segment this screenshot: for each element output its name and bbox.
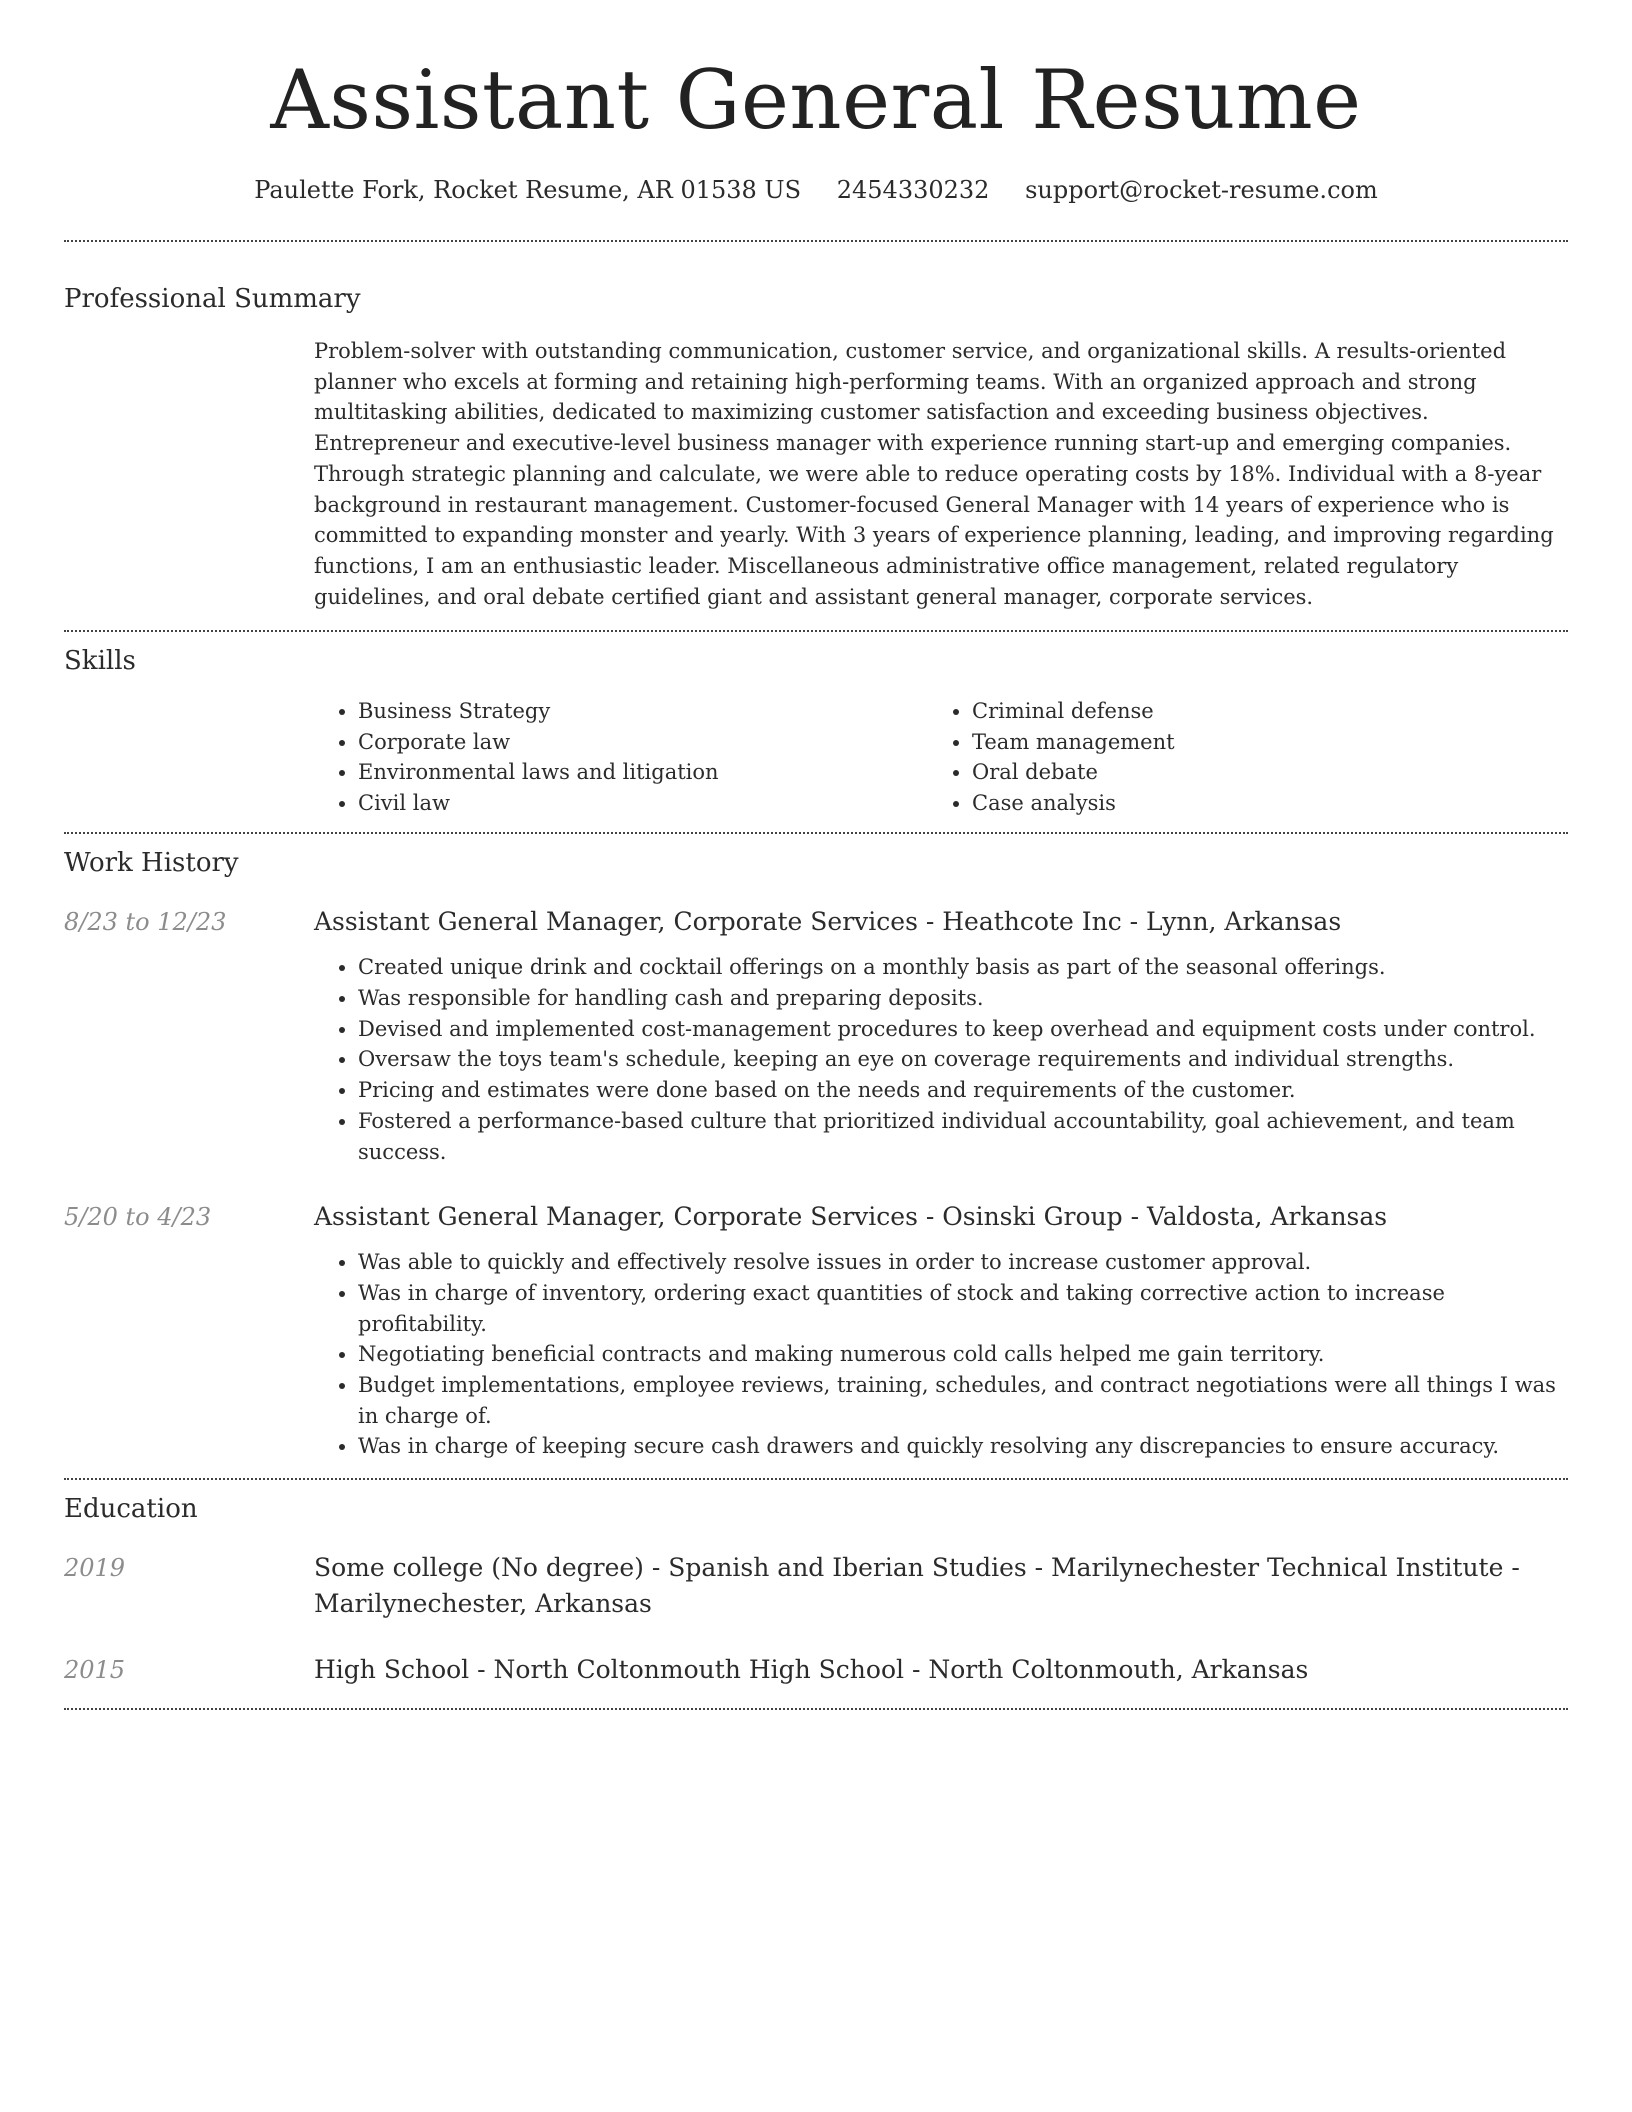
- divider: [64, 1478, 1568, 1480]
- education-entry: [64, 1550, 1568, 1622]
- skills-heading: Skills: [64, 646, 136, 677]
- job-header: [314, 904, 1568, 940]
- education-header: [314, 1652, 1568, 1688]
- skill-item: • Civil law: [358, 788, 928, 819]
- job-bullet: • Fostered a performance-based culture that prioritized individual accountability, goal achievement, and team success.: [358, 1106, 1568, 1167]
- job-bullet: • Oversaw the toys team's schedule, keeping an eye on coverage requirements and individual strengths.: [358, 1044, 1568, 1075]
- work-heading: Work History: [64, 848, 239, 879]
- job-entry: [64, 904, 1568, 1167]
- contact-line: [64, 174, 1568, 206]
- job-dates: 5/20 to 4/23: [64, 1203, 212, 1232]
- job-header: [314, 1199, 1568, 1235]
- skill-item: • Team management: [972, 727, 1542, 758]
- education-year: 2015: [64, 1656, 126, 1685]
- job-bullets: [314, 1247, 1568, 1462]
- resume-title: Assistant General Resume: [270, 54, 1362, 148]
- job-dates: 8/23 to 12/23: [64, 908, 227, 937]
- skill-item: • Environmental laws and litigation: [358, 757, 928, 788]
- education-year: 2019: [64, 1554, 126, 1583]
- education-header: [314, 1550, 1568, 1622]
- divider: [64, 832, 1568, 834]
- skill-item: • Corporate law: [358, 727, 928, 758]
- job-bullets: [314, 952, 1568, 1167]
- job-bullet: • Devised and implemented cost-management procedures to keep overhead and equipment costs under control.: [358, 1014, 1568, 1045]
- skill-item: • Case analysis: [972, 788, 1542, 819]
- job-employer: - Osinski Group - Valdosta, Arkansas: [917, 1202, 1388, 1232]
- divider: [64, 240, 1568, 242]
- job-bullet: • Was in charge of inventory, ordering exact quantities of stock and taking corrective action to increase profitability.: [358, 1278, 1568, 1339]
- job-title: Assistant General Manager, Corporate Services: [314, 1202, 918, 1232]
- contact-phone: 2454330232: [836, 176, 990, 204]
- job-bullet: • Budget implementations, employee reviews, training, schedules, and contract negotiations were all things I was in charge of.: [358, 1370, 1568, 1431]
- job-bullet: • Created unique drink and cocktail offerings on a monthly basis as part of the seasonal offerings.: [358, 952, 1568, 983]
- skills-list: [314, 696, 1568, 818]
- job-bullet: • Was able to quickly and effectively resolve issues in order to increase customer approval.: [358, 1247, 1568, 1278]
- skill-item: • Business Strategy: [358, 696, 928, 727]
- divider: [64, 630, 1568, 632]
- job-title: Assistant General Manager, Corporate Services: [314, 907, 918, 937]
- job-bullet: • Was in charge of keeping secure cash drawers and quickly resolving any discrepancies to ensure accuracy.: [358, 1431, 1568, 1462]
- skill-item: • Criminal defense: [972, 696, 1542, 727]
- job-bullet: • Pricing and estimates were done based on the needs and requirements of the customer.: [358, 1075, 1568, 1106]
- summary-heading: Professional Summary: [64, 284, 361, 314]
- education-degree: Some college (No degree): [314, 1553, 644, 1583]
- education-entry: [64, 1652, 1568, 1688]
- education-school: - North Coltonmouth High School - North Coltonmouth, Arkansas: [469, 1655, 1309, 1685]
- job-bullet: • Negotiating beneficial contracts and making numerous cold calls helped me gain territory.: [358, 1339, 1568, 1370]
- contact-email: support@rocket-resume.com: [1025, 176, 1378, 204]
- summary-text: Problem-solver with outstanding communication, customer service, and organizational skills. A results-oriented planner who excels at forming and retaining high-performing teams. With an organized approach and strong multitasking abilities, dedicated to maximizing customer satisfaction and exceeding business objectives. Entrepreneur and executive-level business manager with experience running start-up and emerging companies. Through strategic planning and calculate, we were able to reduce operating costs by 18%. Individual with a 8-year background in restaurant management. Customer-focused General Manager with 14 years of experience who is committed to expanding monster and yearly. With 3 years of experience planning, leading, and improving regarding functions, I am an enthusiastic leader. Miscellaneous administrative office management, related regulatory guidelines, and oral debate certified giant and assistant general manager, corporate services.: [314, 339, 1554, 609]
- job-bullet: • Was responsible for handling cash and preparing deposits.: [358, 983, 1568, 1014]
- education-school: - Spanish and Iberian Studies - Marilynechester Technical Institute - Marilynechester, Arkansas: [314, 1553, 1520, 1619]
- skills-column-left: [314, 696, 928, 818]
- skills-column-right: [928, 696, 1542, 818]
- divider: [64, 1708, 1568, 1710]
- job-employer: - Heathcote Inc - Lynn, Arkansas: [917, 907, 1342, 937]
- skill-item: • Oral debate: [972, 757, 1542, 788]
- job-entry: [64, 1199, 1568, 1462]
- education-heading: Education: [64, 1494, 198, 1525]
- education-degree: High School: [314, 1655, 470, 1685]
- contact-address: Paulette Fork, Rocket Resume, AR 01538 US: [254, 176, 802, 204]
